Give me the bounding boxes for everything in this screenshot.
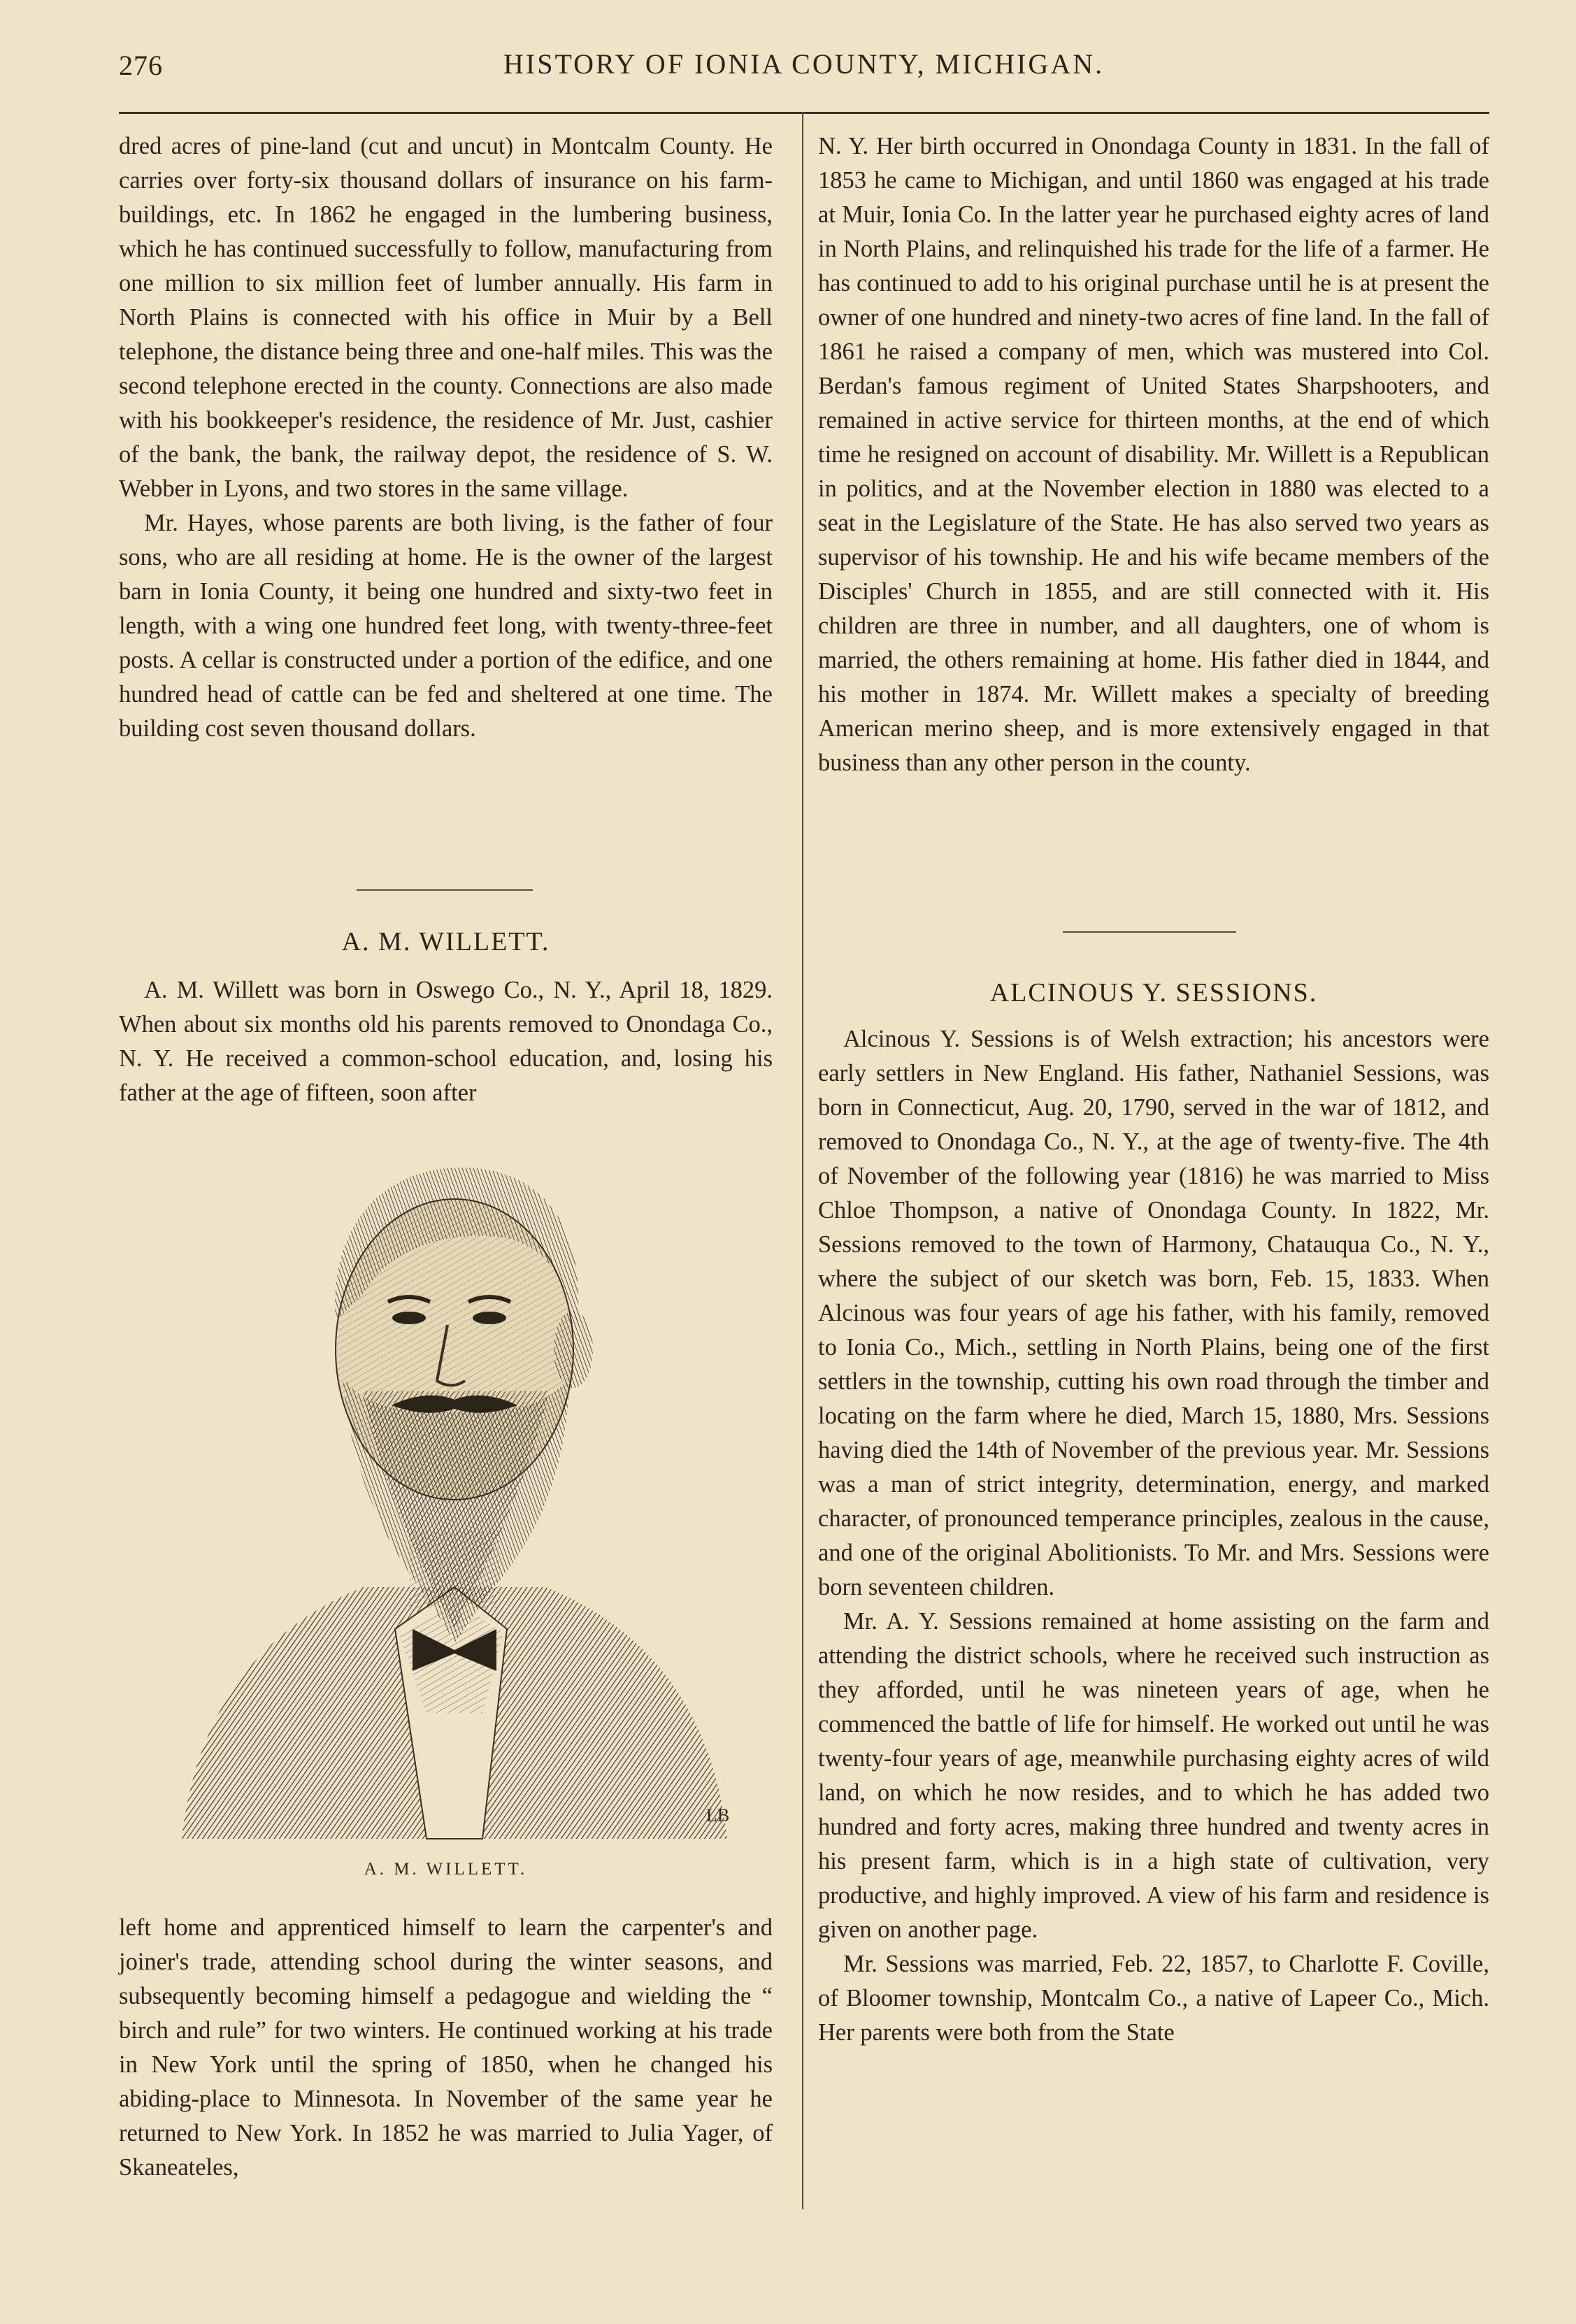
right-text-block-2 [818,1022,1489,2050]
section-separator [357,889,533,891]
page-number: 276 [119,50,163,81]
paragraph: Mr. Hayes, whose parents are both living, is the father of four sons, who are all residing at home. He is the owner of the largest barn in Ionia County, it being one hundred and sixty-two feet in length, with a wing one hundred feet long, with twenty-three-feet posts. A cellar is constructed under a portion of the edifice, and one hundred head of cattle can be fed and sheltered at one time. The building cost seven thousand dollars. [119,510,773,742]
engraver-mark: LB [706,1805,730,1826]
left-text-block-1 [119,129,773,746]
paragraph: N. Y. Her birth occurred in Onondaga County in 1831. In the fall of 1853 he came to Michigan, and until 1860 was engaged at his trade at Muir, Ionia Co. In the latter year he purchased eighty acres of land in North Plains, and relinquished his trade for the life of a farmer. He has continued to add to his original purchase until he is at present the owner of one hundred and ninety-two acres of fine land. In the fall of 1861 he raised a company of men, which was mustered into Col. Berdan's famous regiment of United States Sharpshooters, and remained in active service for thirteen months, at the end of which time he resigned on account of disability. Mr. Willett is a Republican in politics, and at the November election in 1880 was elected to a seat in the Legislature of the State. He has also served two years as supervisor of his township. He and his wife became members of the Disciples' Church in 1855, and are still connected with it. His children are three in number, and all daughters, one of whom is married, the others remaining at home. His father died in 1844, and his mother in 1874. Mr. Willett makes a specialty of breeding American merino sheep, and is more extensively engaged in that business than any other person in the county. [818,133,1489,776]
section-separator [1063,931,1236,933]
section-heading-willett: A. M. WILLETT. [341,927,550,956]
paragraph: dred acres of pine-land (cut and uncut) in Montcalm County. He carries over forty-six thousand dollars of insurance on his farm-buildings, etc. In 1862 he engaged in the lumbering business, which he has continued successfully to follow, manufacturing from one million to six million feet of lumber annually. His farm in North Plains is connected with his office in Muir by a Bell telephone, the distance being three and one-half miles. This was the second telephone erected in the county. Connections are also made with his bookkeeper's residence, the residence of Mr. Just, cashier of the bank, the bank, the railway depot, the residence of S. W. Webber in Lyons, and two stores in the same village. [119,133,773,502]
portrait-engraving [154,1140,755,1846]
paragraph: A. M. Willett was born in Oswego Co., N. Y., April 18, 1829. When about six months old his parents removed to Onondaga Co., N. Y. He received a common-school education, and, losing his father at the age of fifteen, soon after [119,977,773,1106]
page-header [119,42,1489,91]
paragraph: left home and apprenticed himself to learn the carpenter's and joiner's trade, attending school during the winter seasons, and subsequently becoming himself a pedagogue and wielding the “ birch and rule” for two winters. He continued working at his trade in New York until the spring of 1850, when he changed his abiding-place to Minnesota. In November of the same year he returned to New York. In 1852 he was married to Julia Yager, of Skaneateles, [119,1914,773,2181]
paragraph: Alcinous Y. Sessions is of Welsh extraction; his ancestors were early settlers in New England. His father, Nathaniel Sessions, was born in Connecticut, Aug. 20, 1790, served in the war of 1812, and removed to Onondaga Co., N. Y., at the age of twenty-five. The 4th of November of the following year (1816) he was married to Miss Chloe Thompson, a native of Onondaga County. In 1822, Mr. Sessions removed to the town of Harmony, Chatauqua Co., N. Y., where the subject of our sketch was born, Feb. 15, 1833. When Alcinous was four years of age his father, with his family, removed to Ionia Co., Mich., settling in North Plains, being one of the first settlers in the township, cutting his own road through the timber and locating on the farm where he died, March 15, 1880, Mrs. Sessions having died the 14th of November of the previous year. Mr. Sessions was a man of strict integrity, determination, energy, and marked character, of pronounced temperance principles, zealous in the cause, and one of the original Abolitionists. To Mr. and Mrs. Sessions were born seventeen children. [818,1026,1489,1600]
left-text-block-2 [119,973,773,1110]
paragraph: Mr. Sessions was married, Feb. 22, 1857, to Charlotte F. Coville, of Bloomer township, Montcalm Co., a native of Lapeer Co., Mich. Her parents were both from the State [818,1951,1489,2046]
running-title: HISTORY OF IONIA COUNTY, MICHIGAN. [503,48,1105,80]
column-divider [802,112,803,2209]
portrait-caption: A. M. WILLETT. [364,1860,528,1879]
paragraph: Mr. A. Y. Sessions remained at home assisting on the farm and attending the district schools, where he received such instruction as they afforded, until he was nineteen years of age, when he commenced the battle of life for himself. He worked out until he was twenty-four years of age, meanwhile purchasing eighty acres of wild land, on which he now resides, and to which he has added two hundred and forty acres, making three hundred and twenty acres in his present farm, which is in a high state of cultivation, very productive, and highly improved. A view of his farm and residence is given on another page. [818,1608,1489,1943]
left-text-block-3 [119,1911,773,2185]
section-heading-sessions: ALCINOUS Y. SESSIONS. [989,978,1318,1007]
right-text-block-1 [818,129,1489,780]
header-rule [119,112,1489,114]
